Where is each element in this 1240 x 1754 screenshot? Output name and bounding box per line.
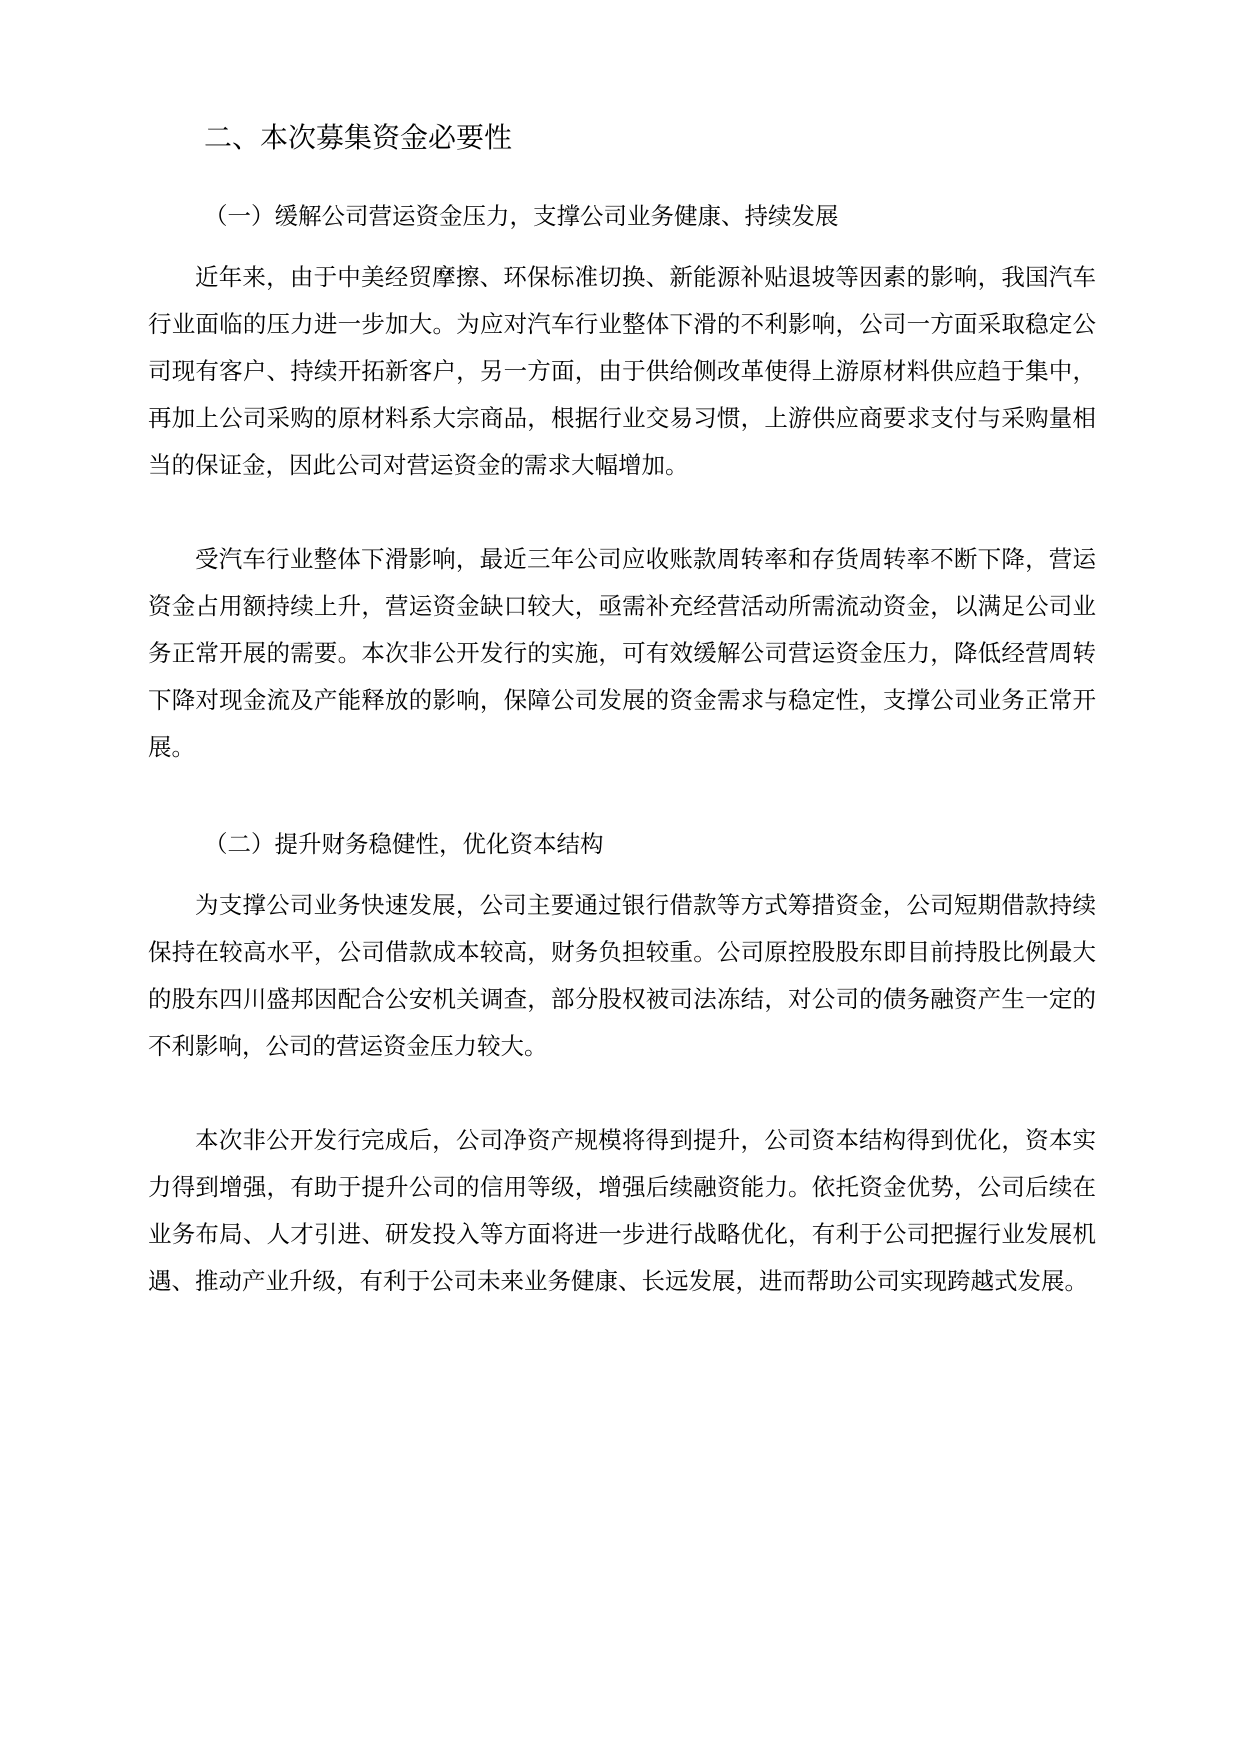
section-title: 二、本次募集资金必要性 [204,121,513,154]
paragraph-4: 本次非公开发行完成后，公司净资产规模将得到提升，公司资本结构得到优化，资本实力得到增强，有助于提升公司的信用等级，增强后续融资能力。依托资金优势，公司后续在业务布局、人才引进、研发投入等方面将进一步进行战略优化，有利于公司把握行业发展机遇、推动产业升级，有利于公司未来业务健康、长远发展，进而帮助公司实现跨越式发展。 [148,1126,1096,1295]
paragraph-3: 为支撑公司业务快速发展，公司主要通过银行借款等方式筹措资金，公司短期借款持续保持在较高水平，公司借款成本较高，财务负担较重。公司原控股股东即目前持股比例最大的股东四川盛邦因配合公安机关调查，部分股权被司法冻结，对公司的债务融资产生一定的不利影响，公司的营运资金压力较大。 [148,891,1096,1060]
subsection-heading-2: （二）提升财务稳健性，优化资本结构 [204,830,604,858]
paragraph-1: 近年来，由于中美经贸摩擦、环保标准切换、新能源补贴退坡等因素的影响，我国汽车行业面临的压力进一步加大。为应对汽车行业整体下滑的不利影响，公司一方面采取稳定公司现有客户、持续开拓新客户，另一方面，由于供给侧改革使得上游原材料供应趋于集中，再加上公司采购的原材料系大宗商品，根据行业交易习惯，上游供应商要求支付与采购量相当的保证金，因此公司对营运资金的需求大幅增加。 [148,263,1096,479]
paragraph-2: 受汽车行业整体下滑影响，最近三年公司应收账款周转率和存货周转率不断下降，营运资金占用额持续上升，营运资金缺口较大，亟需补充经营活动所需流动资金，以满足公司业务正常开展的需要。本次非公开发行的实施，可有效缓解公司营运资金压力，降低经营周转下降对现金流及产能释放的影响，保障公司发展的资金需求与稳定性，支撑公司业务正常开展。 [148,545,1096,761]
subsection-heading-1: （一）缓解公司营运资金压力，支撑公司业务健康、持续发展 [204,202,839,230]
